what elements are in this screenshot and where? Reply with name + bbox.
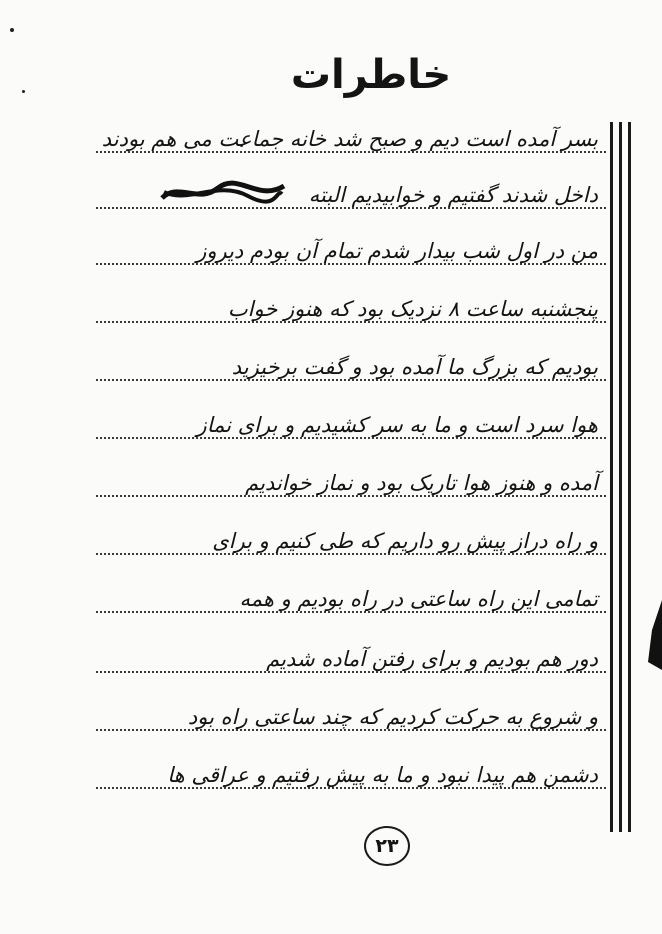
dotted-rule xyxy=(96,553,606,555)
text-line xyxy=(96,626,606,681)
line-text: داخل شدند گفتیم و خوابیدیم البته xyxy=(308,183,598,207)
dotted-rule xyxy=(96,495,606,497)
page-title-text: خاطرات xyxy=(290,52,452,98)
dotted-rule xyxy=(96,379,606,381)
text-line xyxy=(96,566,606,621)
line-text: من در اول شب بیدار شدم تمام آن بودم دیروز xyxy=(196,239,598,263)
line-text: و راه دراز پیش رو داریم که طی کنیم و برای xyxy=(212,529,598,553)
dotted-rule xyxy=(96,787,606,789)
page-number: ۲۳ xyxy=(364,826,410,866)
text-line xyxy=(96,684,606,739)
line-text: پنجشنبه ساعت ۸ نزدیک بود که هنوز خواب xyxy=(227,297,598,321)
margin-rule-2 xyxy=(619,122,622,832)
line-text: و شروع به حرکت کردیم که چند ساعتی راه بود xyxy=(187,705,598,729)
page-title xyxy=(0,52,662,98)
dotted-rule xyxy=(96,321,606,323)
text-line xyxy=(96,106,606,161)
text-line xyxy=(96,334,606,389)
text-line xyxy=(96,742,606,797)
margin-rule-3 xyxy=(628,122,631,832)
line-text: دشمن هم پیدا نبود و ما به پیش رفتیم و عراقی ها xyxy=(167,763,598,787)
text-line xyxy=(96,508,606,563)
dotted-rule xyxy=(96,729,606,731)
margin-rule-1 xyxy=(610,122,613,832)
dotted-rule xyxy=(96,263,606,265)
page-edge-shadow xyxy=(648,600,662,670)
text-line xyxy=(96,162,606,217)
line-text: آمده و هنوز هوا تاریک بود و نماز خواندیم xyxy=(245,471,598,495)
dotted-rule xyxy=(96,671,606,673)
dotted-rule xyxy=(96,437,606,439)
dotted-rule xyxy=(96,611,606,613)
text-line xyxy=(96,450,606,505)
scan-speck xyxy=(10,28,14,32)
text-line xyxy=(96,276,606,331)
line-text: تمامی این راه ساعتی در راه بودیم و همه xyxy=(239,587,598,611)
line-text: دور هم بودیم و برای رفتن آماده شدیم xyxy=(266,647,598,671)
text-line xyxy=(96,218,606,273)
line-text: بودیم که بزرگ ما آمده بود و گفت برخیزید xyxy=(231,355,598,379)
dotted-rule xyxy=(96,151,606,153)
line-text: بسر آمده است دیم و صبح شد خانه جماعت می هم بودند xyxy=(101,127,598,151)
crossed-out-word xyxy=(158,178,288,208)
line-text: هوا سرد است و ما به سر کشیدیم و برای نماز xyxy=(196,413,598,437)
text-line xyxy=(96,392,606,447)
